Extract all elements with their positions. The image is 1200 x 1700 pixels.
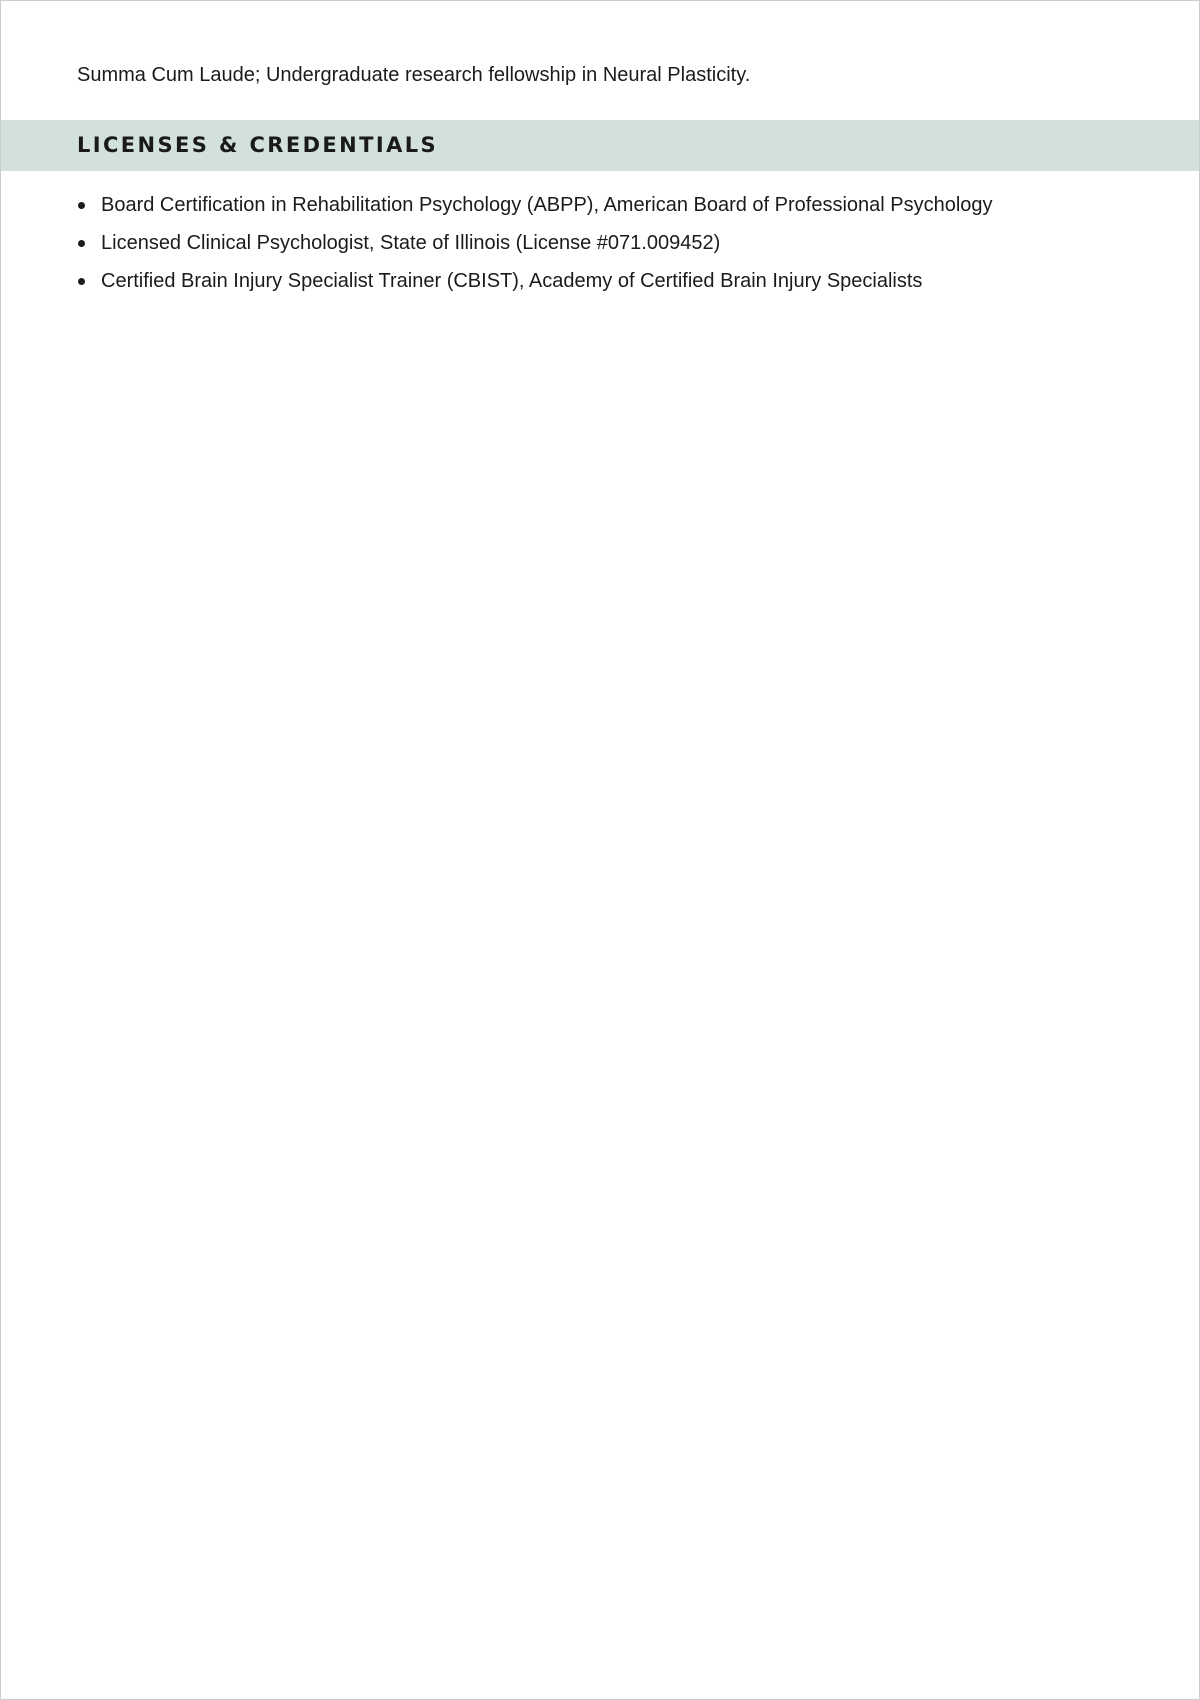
bullet-icon [78, 240, 85, 247]
credential-item [1, 191, 1199, 229]
credential-text: Licensed Clinical Psychologist, State of Illinois (License #071.009452) [101, 232, 721, 254]
credential-text: Board Certification in Rehabilitation Psychology (ABPP), American Board of Professional Psychology [101, 194, 993, 216]
credentials-list [1, 191, 1199, 305]
licenses-section-header [1, 120, 1199, 171]
bullet-icon [78, 278, 85, 285]
credential-text: Certified Brain Injury Specialist Trainer (CBIST), Academy of Certified Brain Injury Specialists [101, 270, 923, 292]
credential-item [1, 229, 1199, 267]
credential-item [1, 267, 1199, 305]
section-title: LICENSES & CREDENTIALS [77, 133, 439, 157]
bullet-icon [78, 202, 85, 209]
education-honors-note: Summa Cum Laude; Undergraduate research fellowship in Neural Plasticity. [77, 64, 751, 86]
